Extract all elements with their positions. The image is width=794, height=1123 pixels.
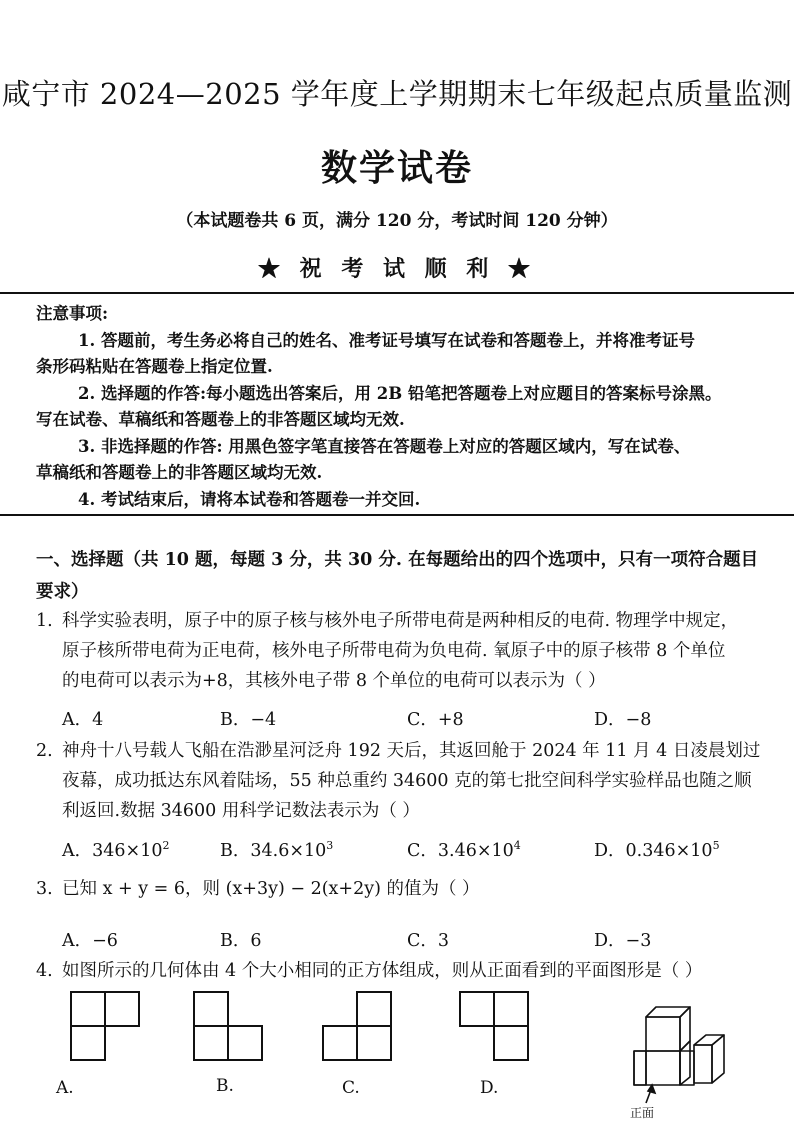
option-b[interactable]: B．6 bbox=[220, 931, 262, 951]
notice-item-3: 3. 非选择题的作答: 用黑色签字笔直接答在答题卷上对应的答题区域内，写在试卷、 bbox=[78, 436, 691, 456]
figure-option-c[interactable] bbox=[322, 991, 394, 1063]
option-d[interactable]: D．$0.346\times 10^5$ bbox=[594, 839, 720, 861]
notice-heading: 注意事项: bbox=[36, 304, 109, 323]
notice-item-2: 2. 选择题的作答:每小题选出答案后，用 2B 铅笔把答题卷上对应题目的答案标号涂黑。 bbox=[78, 383, 722, 403]
notice-item-1-cont: 条形码粘贴在答题卷上指定位置. bbox=[36, 357, 273, 376]
option-b[interactable]: B．−4 bbox=[220, 710, 277, 730]
question-text-line: 已知 x + y = 6，则 (x+3y) − 2(x+2y) 的值为（ ） bbox=[62, 879, 480, 899]
section-heading-line2: 要求） bbox=[36, 582, 89, 602]
question-number: 3. bbox=[36, 879, 53, 899]
option-b[interactable]: B．$34.6\times 10^3$ bbox=[220, 839, 334, 861]
question-text-line: 如图所示的几何体由 4 个大小相同的正方体组成，则从正面看到的平面图形是（ ） bbox=[62, 961, 703, 981]
figure-option-a[interactable] bbox=[70, 991, 142, 1063]
question-number: 1. bbox=[36, 611, 53, 631]
question-text-line: 夜幕，成功抵达东风着陆场，55 种总重约 34600 克的第七批空间科学实验样品也随之顺 bbox=[62, 771, 752, 791]
figure-option-d[interactable] bbox=[459, 991, 531, 1063]
bottom-divider bbox=[0, 514, 794, 516]
top-divider bbox=[0, 292, 794, 294]
figure-label-c: C. bbox=[342, 1078, 360, 1098]
exam-info: （本试题卷共 6 页，满分 120 分，考试时间 120 分钟） bbox=[176, 211, 618, 231]
section-heading-line1: 一、选择题（共 10 题，每题 3 分，共 30 分. 在每题给出的四个选项中，只有一项符合题目 bbox=[36, 550, 759, 570]
notice-item-1: 1. 答题前，考生务必将自己的姓名、准考证号填写在试卷和答题卷上，并将准考证号 bbox=[78, 330, 695, 350]
question-text-line: 利返回.数据 34600 用科学记数法表示为（ ） bbox=[62, 801, 420, 821]
question-4 bbox=[36, 956, 786, 986]
question-3 bbox=[36, 874, 786, 904]
good-luck-banner: ★ 祝 考 试 顺 利 ★ bbox=[258, 256, 536, 282]
notice-item-4: 4. 考试结束后，请将本试卷和答题卷一并交回. bbox=[78, 489, 421, 509]
option-c[interactable]: C．$3.46\times 10^4$ bbox=[407, 839, 521, 861]
option-a[interactable]: A．4 bbox=[62, 710, 104, 730]
option-c[interactable]: C．3 bbox=[407, 931, 450, 951]
notice-block bbox=[36, 301, 782, 513]
option-a[interactable]: A．−6 bbox=[62, 931, 118, 951]
notice-item-2-cont: 写在试卷、草稿纸和答题卷上的非答题区域均无效. bbox=[36, 410, 405, 429]
option-d[interactable]: D．−3 bbox=[594, 931, 652, 951]
subject-title: 数学试卷 bbox=[320, 147, 473, 189]
question-2 bbox=[36, 736, 786, 826]
exam-title: 咸宁市 2024—2025 学年度上学期期末七年级起点质量监测 bbox=[1, 77, 793, 111]
option-c[interactable]: C．+8 bbox=[407, 710, 464, 730]
figure-label-b: B. bbox=[216, 1076, 234, 1096]
notice-item-3-cont: 草稿纸和答题卷上的非答题区域均无效. bbox=[36, 463, 323, 482]
question-1 bbox=[36, 606, 786, 696]
question-number: 2. bbox=[36, 741, 53, 761]
section-heading bbox=[36, 544, 782, 608]
option-a[interactable]: A．$346\times 10^2$ bbox=[62, 839, 170, 861]
option-d[interactable]: D．−8 bbox=[594, 710, 652, 730]
question-text-line: 的电荷可以表示为+8，其核外电子带 8 个单位的电荷可以表示为（ ） bbox=[62, 671, 606, 691]
question-number: 4. bbox=[36, 961, 53, 981]
front-view-label: 正面 bbox=[630, 1106, 655, 1120]
figure-label-d: D. bbox=[480, 1078, 499, 1098]
figure-label-a: A. bbox=[56, 1078, 74, 1098]
question-text-line: 科学实验表明，原子中的原子核与核外电子所带电荷是两种相反的电荷. 物理学中规定， bbox=[62, 611, 739, 631]
figure-option-b[interactable] bbox=[193, 991, 265, 1063]
solid-figure bbox=[628, 1005, 728, 1107]
question-text-line: 神舟十八号载人飞船在浩渺星河泛舟 192 天后，其返回舱于 2024 年 11 月 4 日凌晨划过 bbox=[62, 741, 761, 761]
question-text-line: 原子核所带电荷为正电荷，核外电子所带电荷为负电荷. 氧原子中的原子核带 8 个单位 bbox=[62, 641, 726, 661]
